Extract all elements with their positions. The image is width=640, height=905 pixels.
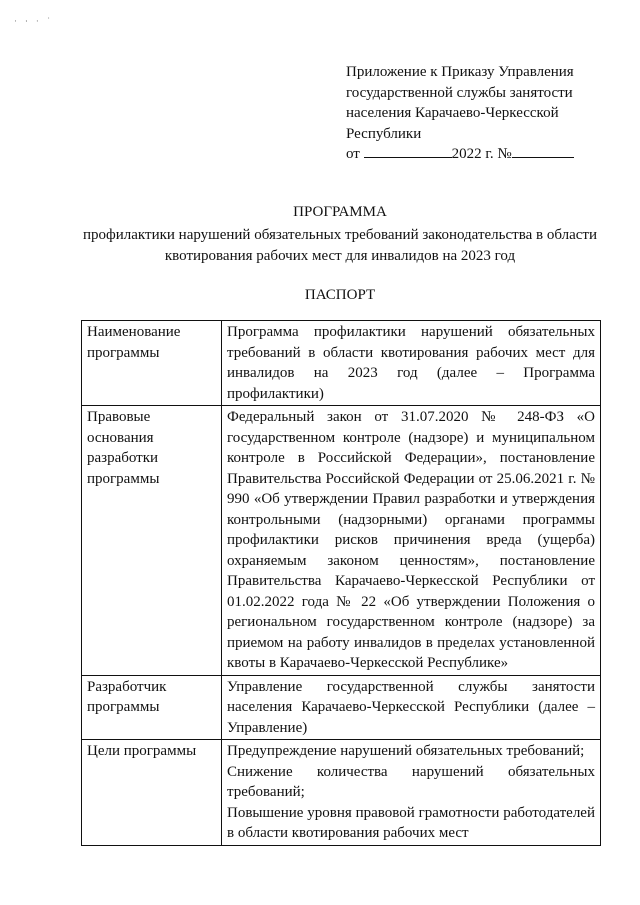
date-blank <box>364 144 452 158</box>
table-row <box>82 675 601 740</box>
goal-item: Снижение количества нарушений обязательных требований; <box>227 763 595 800</box>
row-value: Программа профилактики нарушений обязательных требований в области квотирования рабочих мест для инвалидов на 2023 год (далее – Программа профилактики) <box>222 321 601 406</box>
goal-item: Повышение уровня правовой грамотности работодателей в области квотирования рабочих мест <box>227 804 595 841</box>
goal-item: Предупреждение нарушений обязательных требований; <box>227 743 585 759</box>
row-label: Наименование программы <box>82 321 222 406</box>
row-label: Цели программы <box>82 740 222 846</box>
appendix-block <box>346 62 596 165</box>
table-row <box>82 321 601 406</box>
appendix-line: Приложение к Приказу Управления <box>346 64 574 80</box>
number-blank <box>512 144 574 158</box>
appendix-date-line <box>346 144 596 165</box>
table-row <box>82 406 601 676</box>
row-label: Правовые основания разработки программы <box>82 406 222 676</box>
row-value <box>222 740 601 846</box>
appendix-line: Республики <box>346 125 422 142</box>
appendix-line: населения Карачаево-Черкесской <box>346 105 559 121</box>
passport-table <box>81 320 601 846</box>
title-heading: ПРОГРАММА <box>293 204 387 220</box>
document-title <box>80 202 600 267</box>
date-prefix: от <box>346 146 360 162</box>
date-year: 2022 г. № <box>451 146 512 162</box>
scan-artifact: · ⸱ · ˙ <box>14 16 54 26</box>
title-subtitle: профилактики нарушений обязательных требований законодательства в области квотирования рабочих мест для инвалидов на 2023 год <box>83 227 597 264</box>
row-value: Федеральный закон от 31.07.2020 № 248-ФЗ «О государственном контроле (надзоре) и муниципальном контроле в Российской Федерации», постановление Правительства Российской Федерации от 25.06.2021 г. № 990 «Об утверждении Правил разработки и утверждения контрольными (надзорными) органами программы профилактики рисков причинения вреда (ущерба) охраняемым законом ценностям», постановление Правительства Карачаево-Черкесской Республики от 01.02.2022 года № 22 «Об утверждении Положения о региональном государственном контроле (надзоре) за приемом на работу инвалидов в пределах установленной квоты в Карачаево-Черкесской Республике» <box>222 406 601 676</box>
appendix-line: государственной службы занятости <box>346 84 573 101</box>
passport-heading: ПАСПОРТ <box>304 287 376 303</box>
table-row <box>82 740 601 846</box>
row-label: Разработчик программы <box>82 675 222 740</box>
row-value: Управление государственной службы занятости населения Карачаево-Черкесской Республики (далее – Управление) <box>222 675 601 740</box>
